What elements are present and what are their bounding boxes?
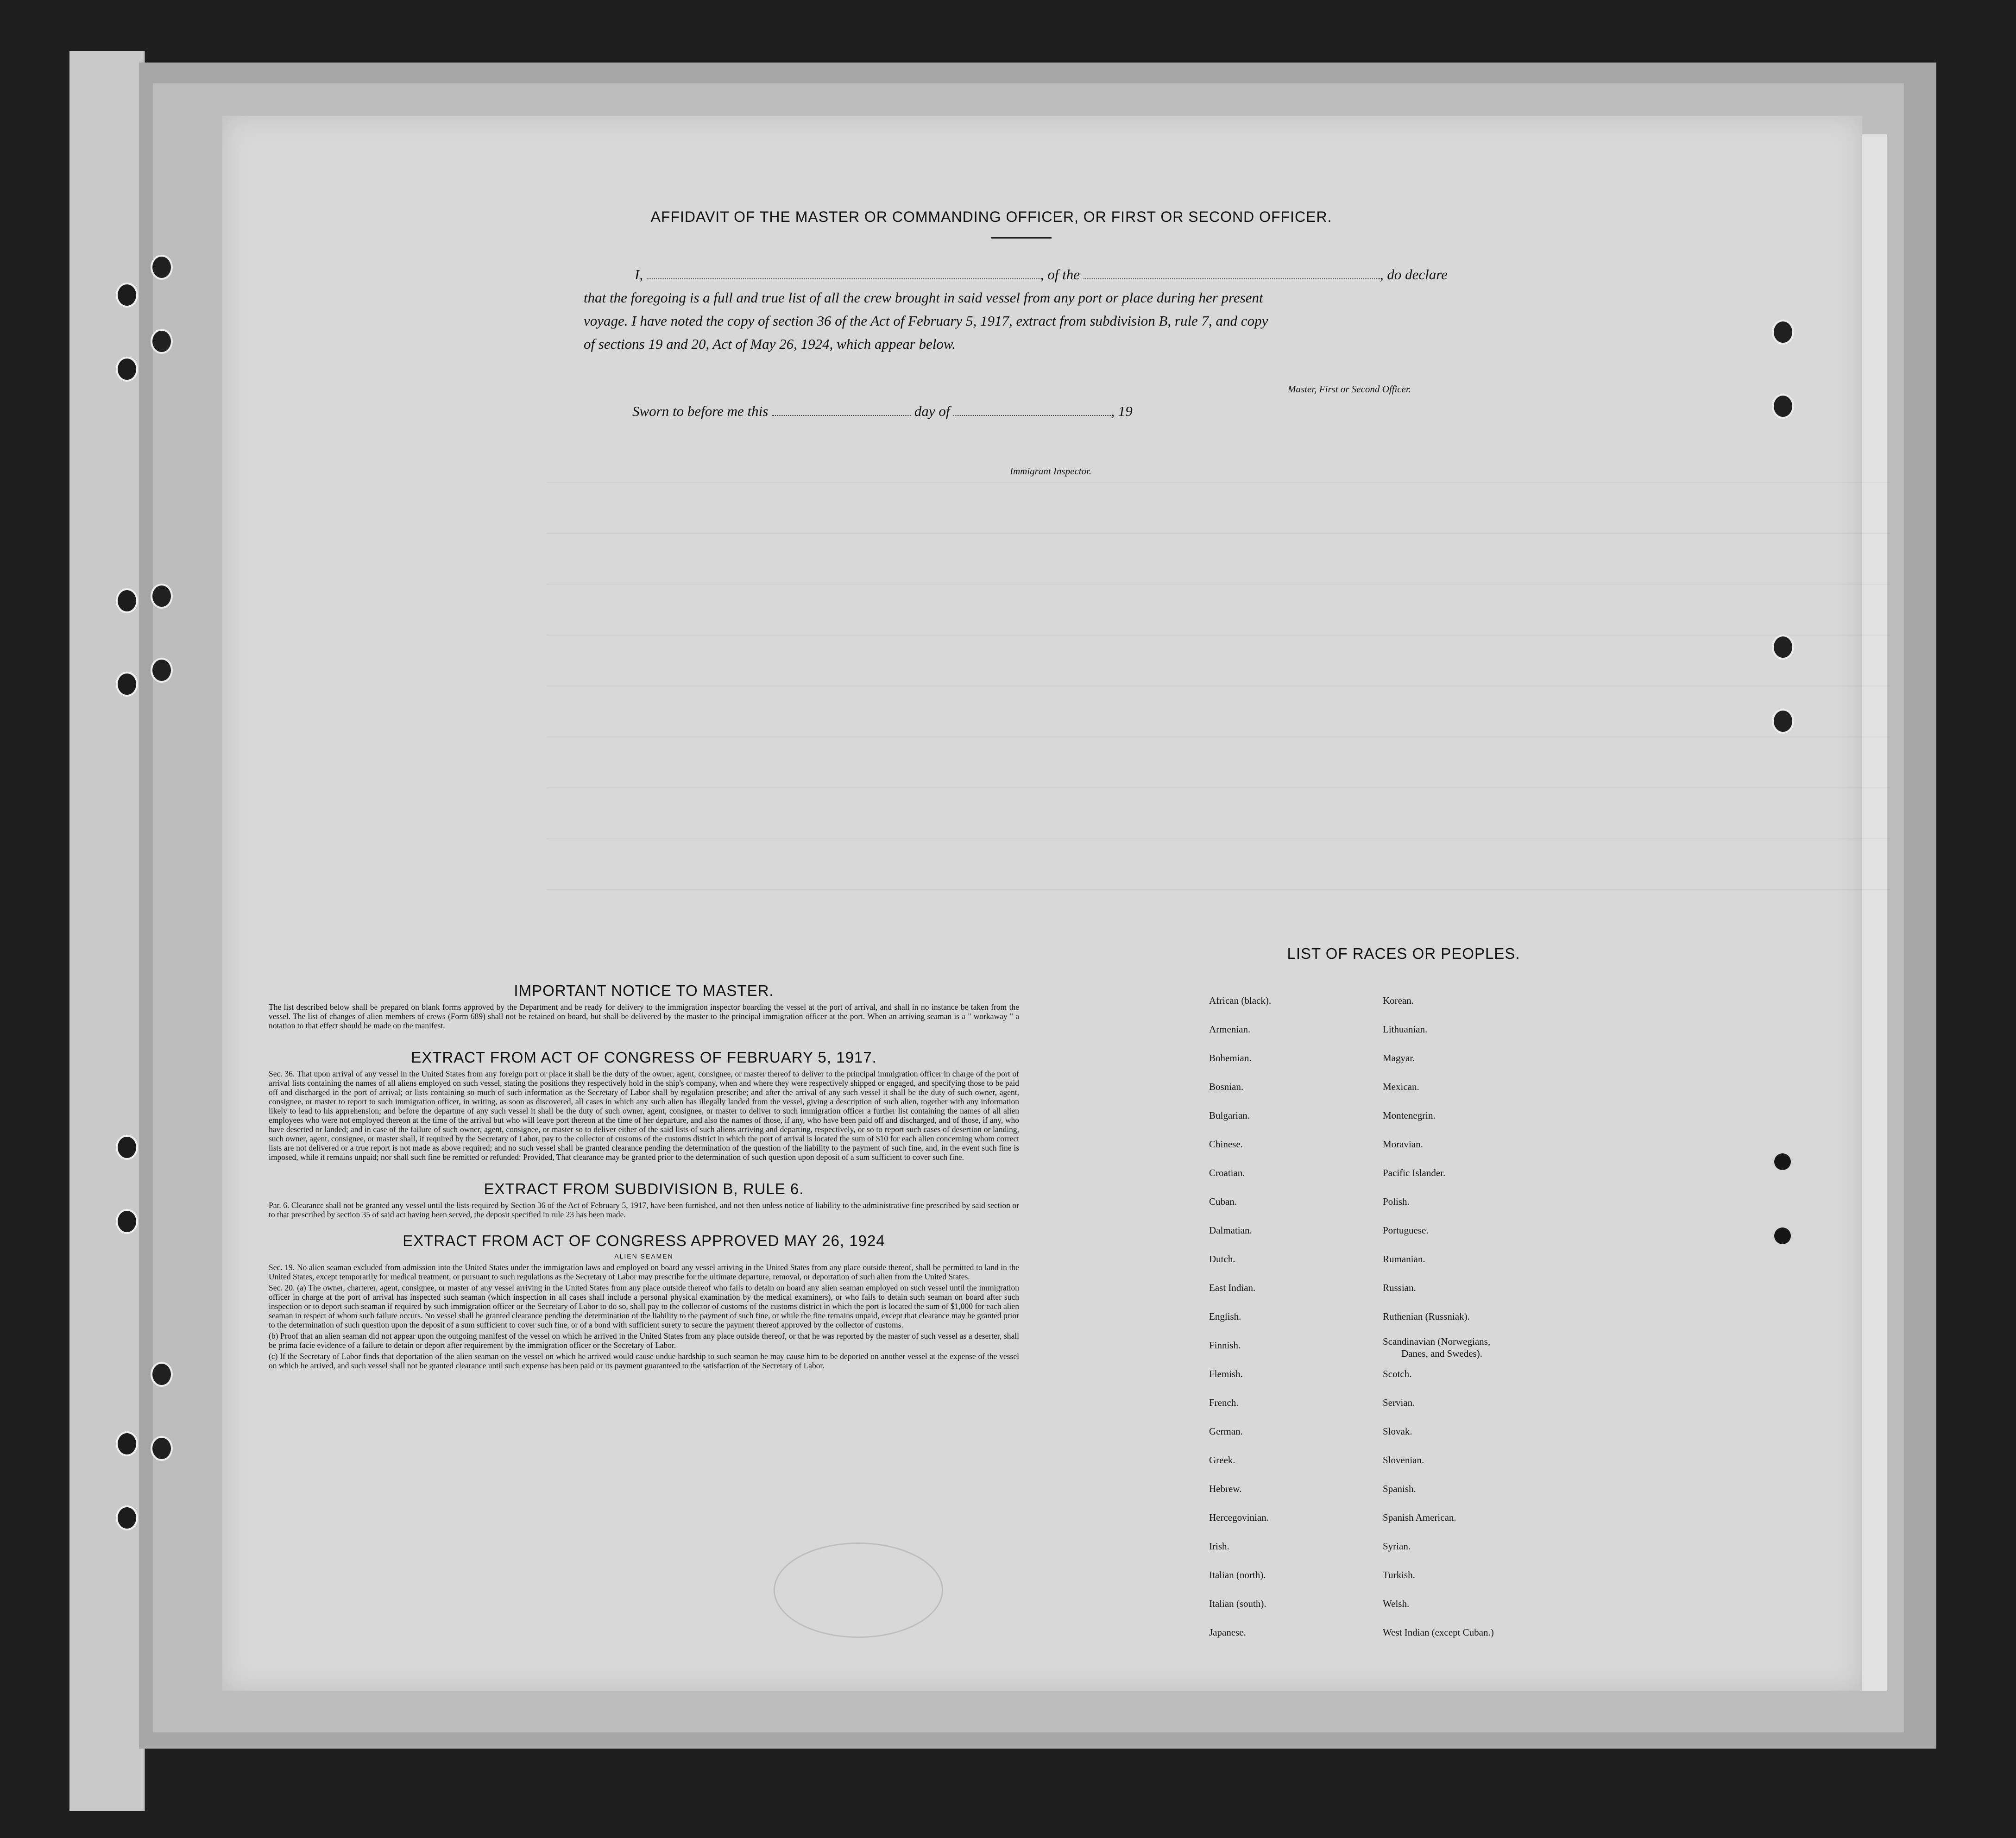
race-item: Magyar. <box>1383 1052 1415 1064</box>
race-item: English. <box>1209 1311 1241 1322</box>
extract-1924-subtitle: ALIEN SEAMEN <box>614 1253 674 1260</box>
punch-hole <box>151 329 173 354</box>
sec20b-text: (b) Proof that an alien seaman did not appear upon the outgoing manifest of the vessel on which he arrived in the United States from any place outside thereof, or that he was reported by the master of such vessel as a deserter, shall be prima facie evidence of a failure to detain or deport after requirement by the immigration officer or the Secretary of Labor. <box>269 1331 1019 1350</box>
race-item: Pacific Islander. <box>1383 1167 1446 1178</box>
punch-hole <box>151 658 173 683</box>
race-item: Spanish American. <box>1383 1512 1456 1523</box>
bleed-through-line <box>547 889 1890 890</box>
document-page <box>222 116 1862 1691</box>
race-item: Chinese. <box>1209 1139 1243 1150</box>
race-item: African (black). <box>1209 995 1272 1006</box>
race-item: West Indian (except Cuban.) <box>1383 1627 1494 1638</box>
punch-hole <box>1772 320 1794 345</box>
punch-hole <box>151 1362 173 1387</box>
affidavit-line-2: that the foregoing is a full and true list of all the crew brought in said vessel from any port or place during her present <box>584 290 1263 306</box>
race-item: Dalmatian. <box>1209 1225 1252 1236</box>
affidavit-do-declare: , do declare <box>1380 266 1448 283</box>
race-item: Hercegovinian. <box>1209 1512 1269 1523</box>
binder-strip <box>69 51 145 1811</box>
punch-hole <box>1772 709 1794 734</box>
races-title: LIST OF RACES OR PEOPLES. <box>1287 945 1520 962</box>
bleed-through-line <box>547 736 1890 737</box>
race-item: Servian. <box>1383 1397 1415 1408</box>
binder-hole <box>116 1431 138 1456</box>
sec19-text: Sec. 19. No alien seaman excluded from admission into the United States under the immigration laws and employed on board any vessel arriving in the United States from any place outside thereof, shall be permitted to land in the United States, except temporarily for medical treatment, or pursuant to such regulations as the Secretary of Labor may prescribe for the ultimate departure, removal, or deportation of such alien from the United States. <box>269 1263 1019 1281</box>
race-item: Spanish. <box>1383 1483 1416 1494</box>
race-item: Bosnian. <box>1209 1081 1244 1092</box>
sworn-day-blank[interactable] <box>772 403 911 416</box>
race-item: Ruthenian (Russniak). <box>1383 1311 1470 1322</box>
affidavit-of-the: , of the <box>1040 266 1080 283</box>
affidavit-i: I, <box>635 266 643 283</box>
affidavit-line-1 <box>635 266 1448 283</box>
race-item: German. <box>1209 1426 1243 1437</box>
affidavit-line-3: voyage. I have noted the copy of section 36 of the Act of February 5, 1917, extract from subdivision B, rule 7, and copy <box>584 313 1268 329</box>
year-prefix: , 19 <box>1111 403 1133 419</box>
sec20c-text: (c) If the Secretary of Labor finds that deportation of the alien seaman on the vessel on which he arrived would cause undue hardship to such seaman he may cause him to be deported on another vessel at the expense of the vessel on which he arrived, and such vessel shall not be granted clearance until such expense has been paid or its payment guaranteed to the satisfaction of the Secretary of Labor. <box>269 1352 1019 1370</box>
title-underline <box>991 237 1052 239</box>
punch-hole-dark <box>1774 1227 1791 1244</box>
binder-hole <box>116 283 138 308</box>
extract-1924-title: EXTRACT FROM ACT OF CONGRESS APPROVED MAY 26, 1924 <box>403 1232 885 1249</box>
punch-hole <box>151 255 173 280</box>
punch-hole <box>151 584 173 609</box>
extract-1917-title: EXTRACT FROM ACT OF CONGRESS OF FEBRUARY 5, 1917. <box>411 1049 877 1066</box>
bleed-through-line <box>547 838 1890 839</box>
bleed-through-line <box>547 482 1890 483</box>
faded-stamp <box>774 1542 943 1638</box>
race-item: Rumanian. <box>1383 1253 1425 1265</box>
race-item: Portuguese. <box>1383 1225 1429 1236</box>
binder-hole <box>116 1209 138 1234</box>
race-item: Slovenian. <box>1383 1454 1424 1466</box>
race-item: Scotch. <box>1383 1368 1412 1379</box>
race-item: Greek. <box>1209 1454 1235 1466</box>
race-item: Bulgarian. <box>1209 1110 1250 1121</box>
race-item: Hebrew. <box>1209 1483 1242 1494</box>
notices-section <box>269 982 1019 1372</box>
day-of-text: day of <box>914 403 950 419</box>
race-item: Bohemian. <box>1209 1052 1252 1064</box>
extract-1917-text: Sec. 36. That upon arrival of any vessel in the United States from any foreign port or place it shall be the duty of the owner, agent, consignee, or master thereof to deliver to the principal immigration officer in charge of the port of arrival lists containing the names of all aliens employed on such vessel, stating the positions they respectively hold in the ship's company, when and where they were respectively shipped or engaged, and specifying those to be paid off and discharged in the port of arrival; or lists containing so much of such information as the Secretary of Labor shall by regulation prescribe; and after the arrival of any such vessel it shall be the duty of such owner, agent, consignee, or master to report to such immigration officer, in writing, as soon as discovered, all cases in which any such alien has illegally landed from the vessel, giving a description of such alien, together with any information likely to lead to his apprehension; and before the departure of any such vessel it shall be the duty of such owner, agent, consignee, or master to deliver to such immigration officer a further list containing the names of all alien employees who were not employed thereon at the time of the arrival but who will leave port thereon at the time of her departure, and also the names of those, if any, who have been paid off and discharged, and of those, if any, who have deserted or landed; and in case of the failure of such owner, agent, consignee, or master so to deliver either of the said lists of such aliens arriving and departing, respectively, or so to report such cases of desertion or landing, such owner, agent, consignee, or master shall, if required by the Secretary of Labor, pay to the collector of customs of the customs district in which the port of arrival is located the sum of $10 for each alien concerning whom correct lists are not delivered or a true report is not made as above required; and no such vessel shall be granted clearance pending the determination of the question of the liability to the payment of such fine, and, in the event such fine is imposed, while it remains unpaid; nor shall such fine be remitted or refunded: Provided, That clearance may be granted prior to the determination of such question upon deposit of a sum sufficient to cover such fine. <box>269 1069 1019 1162</box>
race-item: Polish. <box>1383 1196 1410 1207</box>
race-item: Cuban. <box>1209 1196 1237 1207</box>
affidavit-line-4: of sections 19 and 20, Act of May 26, 1924, which appear below. <box>584 336 956 352</box>
bleed-through-line <box>547 635 1890 636</box>
race-item: Moravian. <box>1383 1139 1423 1150</box>
race-item: Dutch. <box>1209 1253 1235 1265</box>
binder-hole <box>116 672 138 697</box>
race-item: French. <box>1209 1397 1239 1408</box>
race-item: Flemish. <box>1209 1368 1243 1379</box>
race-item: Slovak. <box>1383 1426 1412 1437</box>
inspector-signature-label: Immigrant Inspector. <box>1010 466 1092 477</box>
sworn-month-blank[interactable] <box>953 403 1111 416</box>
rule6-text: Par. 6. Clearance shall not be granted any vessel until the lists required by Section 36 of the Act of February 5, 1917, have been furnished, and not then unless notice of liability to the administrative fine prescribed by said section or to that prescribed by section 35 of said act having been served, the deposit specified in rule 23 has been made. <box>269 1201 1019 1219</box>
race-item: Croatian. <box>1209 1167 1245 1178</box>
notice-title: IMPORTANT NOTICE TO MASTER. <box>514 982 774 999</box>
bleed-through-line <box>547 533 1890 534</box>
race-item: Irish. <box>1209 1541 1229 1552</box>
race-item: Welsh. <box>1383 1598 1410 1609</box>
binder-hole <box>116 1135 138 1160</box>
sworn-text: Sworn to before me this <box>632 403 769 419</box>
race-item: Armenian. <box>1209 1024 1251 1035</box>
race-item: Italian (south). <box>1209 1598 1266 1609</box>
rule6-title: EXTRACT FROM SUBDIVISION B, RULE 6. <box>484 1180 804 1197</box>
bleed-through-line <box>547 584 1890 585</box>
punch-hole <box>1772 394 1794 419</box>
affidavit-title: AFFIDAVIT OF THE MASTER OR COMMANDING OFFICER, OR FIRST OR SECOND OFFICER. <box>650 208 1332 225</box>
punch-hole <box>1772 635 1794 660</box>
race-item: Syrian. <box>1383 1541 1411 1552</box>
punch-hole <box>151 1436 173 1461</box>
race-item: Finnish. <box>1209 1340 1241 1351</box>
race-item: East Indian. <box>1209 1282 1256 1293</box>
binder-hole <box>116 357 138 382</box>
race-item: Turkish. <box>1383 1569 1415 1580</box>
race-item: Mexican. <box>1383 1081 1419 1092</box>
name-blank[interactable] <box>647 266 1040 279</box>
race-item: Montenegrin. <box>1383 1110 1436 1121</box>
race-item: Danes, and Swedes). <box>1401 1348 1482 1359</box>
race-item: Japanese. <box>1209 1627 1246 1638</box>
sworn-line <box>632 403 1133 420</box>
master-signature-label: Master, First or Second Officer. <box>1288 384 1411 395</box>
binder-hole <box>116 588 138 613</box>
punch-hole-dark <box>1774 1153 1791 1170</box>
bleed-through-line <box>547 787 1890 788</box>
race-item: Scandinavian (Norwegians, <box>1383 1336 1491 1347</box>
race-item: Italian (north). <box>1209 1569 1266 1580</box>
race-item: Russian. <box>1383 1282 1416 1293</box>
notice-text: The list described below shall be prepared on blank forms approved by the Department and be ready for delivery to the immigration inspector boarding the vessel at the port of arrival, and shall in no instance be taken from the vessel. The list of changes of alien members of crews (Form 689) shall not be retained on board, but shall be delivered by the master to the principal immigration officer at the port. When an arriving seaman is a " workaway " a notation to that effect should be made on the manifest. <box>269 1002 1019 1030</box>
race-item: Lithuanian. <box>1383 1024 1428 1035</box>
sec20a-text: Sec. 20. (a) The owner, charterer, agent, consignee, or master of any vessel arriving in the United States from any place outside thereof who fails to detain on board any alien seaman employed on such vessel until the immigration officer in charge at the port of arrival has inspected such seaman (which inspection in all cases shall include a personal physical examination by the medical examiners), or who fails to detain such seaman on board after such inspection or to deport such seaman if required by such immigration officer or the Secretary of Labor to do so, shall pay to the collector of customs of the customs district in which the port is located the sum of $1,000 for each alien seaman in respect of whom such failure occurs. No vessel shall be granted clearance pending the determination of the liability to the payment of such fine, or while the fine remains unpaid, except that clearance may be granted prior to the determination of such question upon the deposit of a sum sufficient to cover such fine, or of a bond with sufficient surety to secure the payment thereof approved by the collector of customs. <box>269 1283 1019 1329</box>
vessel-blank[interactable] <box>1084 266 1380 279</box>
race-item: Korean. <box>1383 995 1414 1006</box>
binder-hole <box>116 1505 138 1530</box>
